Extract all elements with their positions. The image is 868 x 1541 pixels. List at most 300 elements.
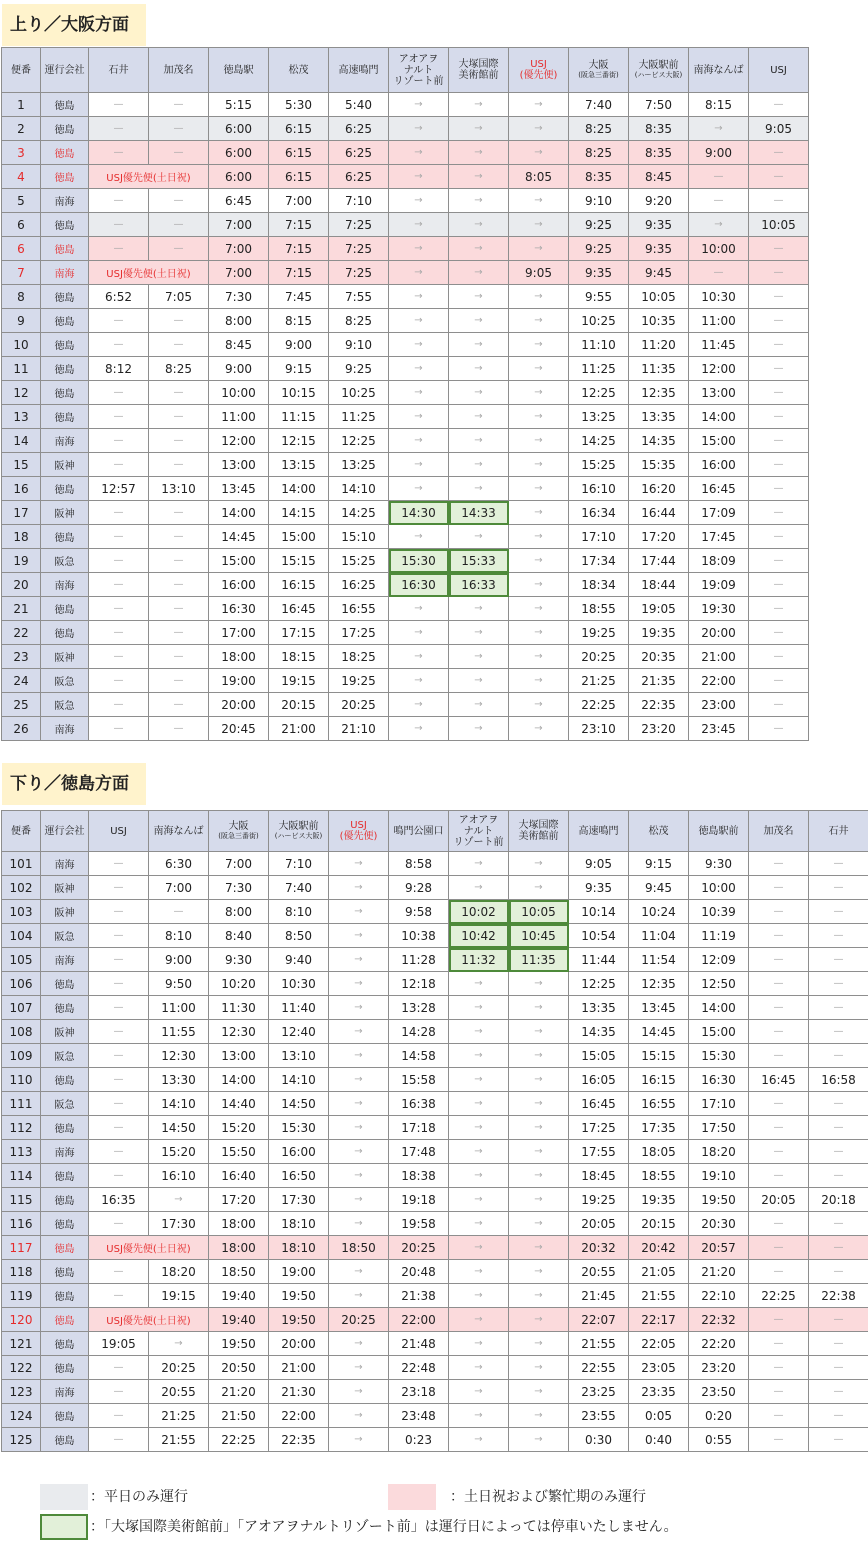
time-cell: → — [389, 93, 449, 117]
column-header-label: 加茂名 — [763, 825, 794, 837]
time-cell: — — [89, 117, 149, 141]
time-cell: → — [509, 852, 569, 876]
time-cell: 7:40 — [269, 876, 329, 900]
time-cell: — — [149, 213, 209, 237]
time-cell: 19:05 — [89, 1332, 149, 1356]
time-cell: → — [509, 717, 569, 741]
time-cell: — — [89, 972, 149, 996]
time-cell: 21:30 — [269, 1380, 329, 1404]
trip-number: 118 — [2, 1260, 41, 1284]
time-cell: 0:55 — [689, 1428, 749, 1452]
operator: 徳島 — [41, 1164, 89, 1188]
time-cell: 11:20 — [629, 333, 689, 357]
time-cell: → — [509, 1044, 569, 1068]
time-cell: 16:38 — [389, 1092, 449, 1116]
time-cell: 12:00 — [689, 357, 749, 381]
time-cell: 21:20 — [209, 1380, 269, 1404]
time-cell: → — [389, 597, 449, 621]
time-cell: → — [509, 405, 569, 429]
time-cell: 16:05 — [569, 1068, 629, 1092]
time-cell: 15:15 — [629, 1044, 689, 1068]
time-cell: 16:40 — [209, 1164, 269, 1188]
time-cell: → — [449, 1332, 509, 1356]
table-row — [2, 381, 809, 405]
time-cell: — — [89, 309, 149, 333]
time-cell: — — [809, 1164, 868, 1188]
time-cell: → — [509, 1356, 569, 1380]
column-header-label: 南海なんば — [153, 825, 204, 837]
table-row — [2, 237, 809, 261]
time-cell: 12:25 — [329, 429, 389, 453]
time-cell: 6:45 — [209, 189, 269, 213]
time-cell: 10:05 — [629, 285, 689, 309]
table-row — [2, 996, 868, 1020]
time-cell: 17:25 — [569, 1116, 629, 1140]
column-header-label: 運行会社 — [44, 64, 85, 76]
time-cell: 19:05 — [629, 597, 689, 621]
time-cell: — — [149, 237, 209, 261]
time-cell: 7:40 — [569, 93, 629, 117]
time-cell: → — [389, 669, 449, 693]
column-header — [689, 48, 749, 93]
time-cell: 14:30 — [389, 501, 449, 525]
time-cell: — — [149, 309, 209, 333]
time-cell: 10:42 — [449, 924, 509, 948]
operator: 徳島 — [41, 1260, 89, 1284]
time-cell: — — [809, 1380, 868, 1404]
time-cell: 23:18 — [389, 1380, 449, 1404]
column-header-label: 高速鳴門 — [338, 64, 379, 76]
time-cell: 9:00 — [269, 333, 329, 357]
time-cell: — — [749, 669, 809, 693]
time-cell: 19:00 — [209, 669, 269, 693]
time-cell: 16:34 — [569, 501, 629, 525]
time-cell: 20:55 — [569, 1260, 629, 1284]
time-cell: → — [389, 381, 449, 405]
operator: 徳島 — [41, 141, 89, 165]
column-header-label: 松茂 — [648, 825, 669, 837]
time-cell: 16:55 — [629, 1092, 689, 1116]
time-cell: 8:25 — [329, 309, 389, 333]
table-row — [2, 357, 809, 381]
legend-weekend-swatch — [388, 1484, 436, 1510]
time-cell: 15:35 — [629, 453, 689, 477]
table-row — [2, 285, 809, 309]
time-cell: 18:44 — [629, 573, 689, 597]
time-cell: 15:30 — [389, 549, 449, 573]
time-cell: → — [509, 597, 569, 621]
time-cell: — — [89, 900, 149, 924]
time-cell: 21:35 — [629, 669, 689, 693]
time-cell: → — [389, 525, 449, 549]
time-cell: → — [389, 477, 449, 501]
time-cell: → — [389, 405, 449, 429]
column-header-label: アオアヲ ナルト リゾート前 — [393, 53, 444, 87]
time-cell: 17:44 — [629, 549, 689, 573]
operator: 阪急 — [41, 924, 89, 948]
trip-number: 20 — [2, 573, 41, 597]
time-cell: 12:09 — [689, 948, 749, 972]
column-header-sublabel: (阪急三番街) — [578, 71, 619, 79]
time-cell: 6:15 — [269, 117, 329, 141]
time-cell: → — [329, 876, 389, 900]
time-cell: 6:30 — [149, 852, 209, 876]
time-cell: → — [389, 309, 449, 333]
trip-number: 116 — [2, 1212, 41, 1236]
time-cell: → — [449, 996, 509, 1020]
time-cell: → — [329, 1356, 389, 1380]
time-cell: 6:00 — [209, 165, 269, 189]
operator: 徳島 — [41, 621, 89, 645]
operator: 阪急 — [41, 1092, 89, 1116]
time-cell: 22:17 — [629, 1308, 689, 1332]
operator: 徳島 — [41, 1188, 89, 1212]
time-cell: → — [389, 357, 449, 381]
table-row — [2, 1164, 868, 1188]
time-cell: — — [749, 972, 809, 996]
table-row — [2, 597, 809, 621]
time-cell: → — [449, 621, 509, 645]
time-cell: — — [749, 948, 809, 972]
time-cell: → — [449, 165, 509, 189]
time-cell: 20:25 — [389, 1236, 449, 1260]
time-cell: 11:35 — [509, 948, 569, 972]
time-cell: — — [89, 405, 149, 429]
time-cell: 9:15 — [629, 852, 689, 876]
usj-priority-note: USJ優先便(土日祝) — [89, 261, 209, 285]
time-cell: → — [509, 549, 569, 573]
time-cell: 18:05 — [629, 1140, 689, 1164]
trip-number: 1 — [2, 93, 41, 117]
time-cell: 12:25 — [569, 381, 629, 405]
table-row — [2, 1140, 868, 1164]
time-cell: 22:07 — [569, 1308, 629, 1332]
time-cell: 17:00 — [209, 621, 269, 645]
time-cell: 18:50 — [329, 1236, 389, 1260]
table-row — [2, 1236, 868, 1260]
time-cell: → — [449, 1284, 509, 1308]
time-cell: 14:10 — [329, 477, 389, 501]
time-cell: → — [509, 1332, 569, 1356]
time-cell: 16:45 — [749, 1068, 809, 1092]
time-cell: 19:50 — [269, 1284, 329, 1308]
time-cell: 11:00 — [689, 309, 749, 333]
time-cell: — — [809, 1020, 868, 1044]
table-row — [2, 93, 809, 117]
time-cell: → — [449, 852, 509, 876]
time-cell: 7:00 — [209, 213, 269, 237]
time-cell: → — [449, 1188, 509, 1212]
time-cell: 15:20 — [149, 1140, 209, 1164]
time-cell: 21:25 — [149, 1404, 209, 1428]
column-header-label: 石井 — [108, 64, 129, 76]
time-cell: — — [89, 924, 149, 948]
time-cell: — — [749, 1356, 809, 1380]
time-cell: 12:35 — [629, 381, 689, 405]
trip-number: 112 — [2, 1116, 41, 1140]
time-cell: → — [449, 405, 509, 429]
time-cell: → — [329, 1092, 389, 1116]
time-cell: → — [329, 1380, 389, 1404]
table-row — [2, 573, 809, 597]
time-cell: 20:32 — [569, 1236, 629, 1260]
time-cell: 9:45 — [629, 261, 689, 285]
table-row — [2, 1116, 868, 1140]
column-header-label: USJ — [110, 825, 127, 837]
time-cell: 9:10 — [329, 333, 389, 357]
time-cell: — — [89, 1380, 149, 1404]
legend-weekend-text: ：土日祝および繁忙期のみ運行 — [450, 1489, 646, 1505]
operator: 阪急 — [41, 669, 89, 693]
operator: 徳島 — [41, 165, 89, 189]
trip-number: 106 — [2, 972, 41, 996]
time-cell: → — [389, 429, 449, 453]
time-cell: 17:10 — [689, 1092, 749, 1116]
time-cell: — — [809, 1332, 868, 1356]
time-cell: → — [509, 693, 569, 717]
time-cell: 16:30 — [689, 1068, 749, 1092]
time-cell: 15:15 — [269, 549, 329, 573]
column-header-label: 松茂 — [288, 64, 309, 76]
time-cell: 19:35 — [629, 1188, 689, 1212]
table-row — [2, 645, 809, 669]
time-cell: 14:40 — [209, 1092, 269, 1116]
time-cell: 20:25 — [569, 645, 629, 669]
time-cell: — — [809, 1092, 868, 1116]
time-cell: 13:35 — [629, 405, 689, 429]
table-row — [2, 1020, 868, 1044]
time-cell: 17:09 — [689, 501, 749, 525]
time-cell: 7:00 — [209, 261, 269, 285]
trip-number: 110 — [2, 1068, 41, 1092]
time-cell: — — [89, 1044, 149, 1068]
column-header — [149, 48, 209, 93]
time-cell: 11:00 — [149, 996, 209, 1020]
time-cell: 8:58 — [389, 852, 449, 876]
table-row — [2, 900, 868, 924]
table-row — [2, 1380, 868, 1404]
time-cell: 13:00 — [209, 1044, 269, 1068]
time-cell: — — [89, 1164, 149, 1188]
time-cell: → — [509, 213, 569, 237]
time-cell: → — [329, 1020, 389, 1044]
time-cell: — — [809, 1236, 868, 1260]
time-cell: — — [89, 381, 149, 405]
time-cell: 8:35 — [629, 117, 689, 141]
time-cell: — — [149, 429, 209, 453]
time-cell: 9:25 — [329, 357, 389, 381]
time-cell: 14:00 — [269, 477, 329, 501]
operator: 阪急 — [41, 693, 89, 717]
time-cell: → — [329, 1212, 389, 1236]
time-cell: 8:25 — [149, 357, 209, 381]
column-header — [809, 811, 868, 852]
time-cell: — — [89, 1116, 149, 1140]
time-cell: 16:50 — [269, 1164, 329, 1188]
column-header — [749, 48, 809, 93]
time-cell: 8:05 — [509, 165, 569, 189]
time-cell: → — [389, 189, 449, 213]
time-cell: → — [509, 453, 569, 477]
time-cell: 12:30 — [149, 1044, 209, 1068]
time-cell: 6:25 — [329, 141, 389, 165]
time-cell: → — [509, 1212, 569, 1236]
time-cell: → — [509, 876, 569, 900]
time-cell: 10:54 — [569, 924, 629, 948]
time-cell: → — [509, 1092, 569, 1116]
time-cell: 14:45 — [629, 1020, 689, 1044]
time-cell: — — [89, 669, 149, 693]
time-cell: 15:00 — [689, 429, 749, 453]
time-cell: — — [749, 1020, 809, 1044]
time-cell: 19:40 — [209, 1284, 269, 1308]
table-row — [2, 261, 809, 285]
time-cell: — — [749, 900, 809, 924]
time-cell: 9:00 — [149, 948, 209, 972]
time-cell: 22:25 — [749, 1284, 809, 1308]
time-cell: 19:09 — [689, 573, 749, 597]
time-cell: 21:05 — [629, 1260, 689, 1284]
time-cell: → — [329, 1428, 389, 1452]
time-cell: 9:25 — [569, 213, 629, 237]
time-cell: — — [749, 1044, 809, 1068]
operator: 徳島 — [41, 1068, 89, 1092]
time-cell: → — [329, 1188, 389, 1212]
time-cell: → — [509, 669, 569, 693]
time-cell: 10:15 — [269, 381, 329, 405]
time-cell: — — [749, 996, 809, 1020]
time-cell: — — [749, 405, 809, 429]
time-cell: — — [89, 948, 149, 972]
time-cell: — — [149, 381, 209, 405]
operator: 徳島 — [41, 996, 89, 1020]
time-cell: — — [89, 876, 149, 900]
time-cell: 18:20 — [689, 1140, 749, 1164]
time-cell: → — [509, 381, 569, 405]
time-cell: — — [89, 1404, 149, 1428]
trip-number: 104 — [2, 924, 41, 948]
time-cell: — — [749, 1116, 809, 1140]
time-cell: 21:48 — [389, 1332, 449, 1356]
time-cell: 11:35 — [629, 357, 689, 381]
time-cell: 11:54 — [629, 948, 689, 972]
time-cell: → — [509, 645, 569, 669]
time-cell: — — [149, 573, 209, 597]
time-cell: 7:15 — [269, 237, 329, 261]
time-cell: 19:18 — [389, 1188, 449, 1212]
time-cell: → — [449, 1068, 509, 1092]
trip-number: 115 — [2, 1188, 41, 1212]
trip-number: 12 — [2, 381, 41, 405]
time-cell: 9:25 — [569, 237, 629, 261]
time-cell: 18:25 — [329, 645, 389, 669]
time-cell: 23:45 — [689, 717, 749, 741]
time-cell: 23:20 — [689, 1356, 749, 1380]
time-cell: — — [809, 1356, 868, 1380]
time-cell: 19:15 — [269, 669, 329, 693]
table-row — [2, 165, 809, 189]
time-cell: 0:23 — [389, 1428, 449, 1452]
time-cell: → — [509, 1428, 569, 1452]
time-cell: 11:40 — [269, 996, 329, 1020]
column-header-label: 南海なんば — [693, 64, 744, 76]
operator: 南海 — [41, 189, 89, 213]
time-cell: → — [449, 477, 509, 501]
time-cell: → — [329, 924, 389, 948]
time-cell: 21:00 — [269, 717, 329, 741]
time-cell: — — [149, 669, 209, 693]
time-cell: — — [749, 597, 809, 621]
column-header-label: 徳島駅 — [223, 64, 254, 76]
time-cell: — — [89, 93, 149, 117]
operator: 徳島 — [41, 405, 89, 429]
time-cell: 18:09 — [689, 549, 749, 573]
time-cell: — — [809, 1140, 868, 1164]
time-cell: — — [89, 717, 149, 741]
table-row — [2, 924, 868, 948]
column-header — [209, 48, 269, 93]
time-cell: — — [89, 1140, 149, 1164]
time-cell: — — [809, 1428, 868, 1452]
time-cell: 17:20 — [629, 525, 689, 549]
column-header-label: USJ (優先便) — [339, 820, 378, 842]
time-cell: 7:15 — [269, 213, 329, 237]
time-cell: → — [449, 717, 509, 741]
time-cell: 22:48 — [389, 1356, 449, 1380]
time-cell: 9:05 — [509, 261, 569, 285]
down-timetable — [1, 810, 868, 1452]
time-cell: 6:00 — [209, 117, 269, 141]
operator: 徳島 — [41, 1236, 89, 1260]
table-row — [2, 1308, 868, 1332]
time-cell: 5:30 — [269, 93, 329, 117]
column-header — [209, 811, 269, 852]
time-cell: — — [809, 1044, 868, 1068]
table-row — [2, 501, 809, 525]
time-cell: — — [749, 261, 809, 285]
time-cell: — — [89, 621, 149, 645]
time-cell: 18:34 — [569, 573, 629, 597]
time-cell: 18:20 — [149, 1260, 209, 1284]
time-cell: → — [389, 261, 449, 285]
time-cell: 9:28 — [389, 876, 449, 900]
time-cell: 8:50 — [269, 924, 329, 948]
time-cell: 23:20 — [629, 717, 689, 741]
time-cell: 7:45 — [269, 285, 329, 309]
column-header-label: 運行会社 — [44, 825, 85, 837]
time-cell: — — [749, 1308, 809, 1332]
time-cell: 11:19 — [689, 924, 749, 948]
time-cell: 20:30 — [689, 1212, 749, 1236]
operator: 阪急 — [41, 549, 89, 573]
time-cell: — — [749, 717, 809, 741]
time-cell: 7:30 — [209, 285, 269, 309]
table-row — [2, 117, 809, 141]
time-cell: 10:25 — [569, 309, 629, 333]
time-cell: 10:00 — [689, 237, 749, 261]
operator: 徳島 — [41, 285, 89, 309]
time-cell: → — [449, 333, 509, 357]
time-cell: — — [149, 597, 209, 621]
time-cell: 14:00 — [689, 405, 749, 429]
time-cell: — — [749, 1332, 809, 1356]
column-header — [389, 48, 449, 93]
table-row — [2, 1092, 868, 1116]
time-cell: 20:05 — [749, 1188, 809, 1212]
time-cell: → — [449, 309, 509, 333]
time-cell: 12:35 — [629, 972, 689, 996]
operator: 徳島 — [41, 477, 89, 501]
